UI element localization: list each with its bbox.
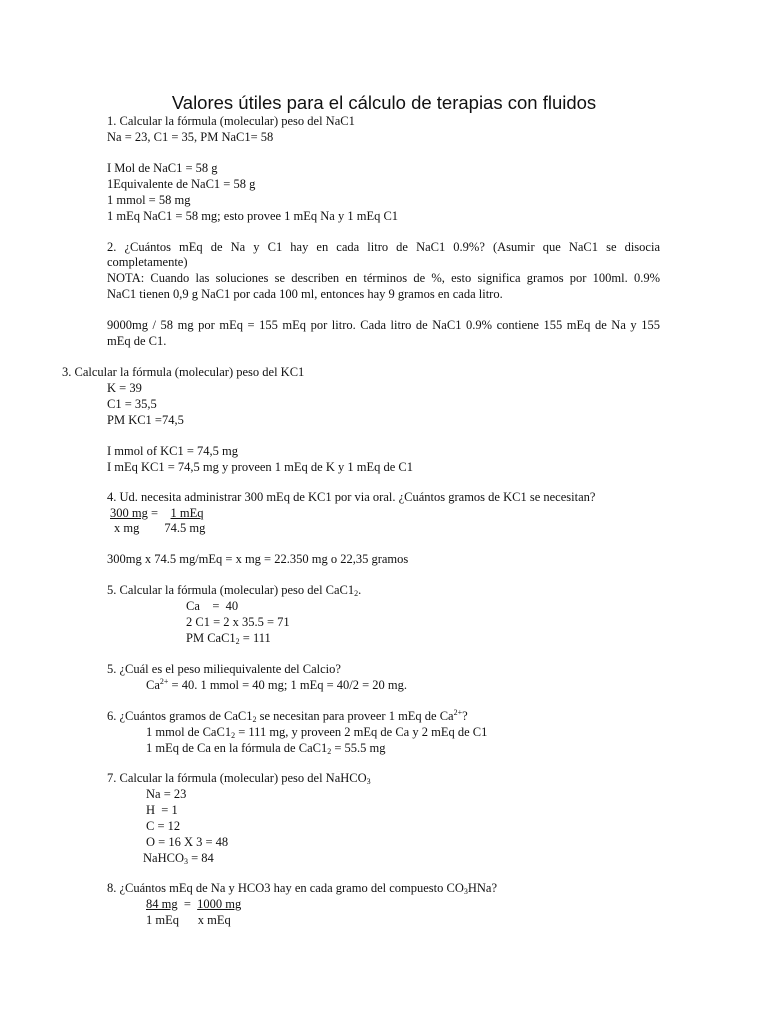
fraction-numerator: 300 mg — [110, 506, 148, 520]
section-6-line — [146, 725, 487, 740]
total-value: = 84 — [187, 851, 214, 865]
section-1-line: I Mol de NaC1 = 58 g — [107, 161, 218, 175]
section-7-value: H = 1 — [146, 803, 178, 817]
line-text: = 55.5 mg — [331, 741, 386, 755]
heading-text: 7. Calcular la fórmula (molecular) peso del NaHCO — [107, 771, 367, 785]
subscript: 2 — [231, 731, 236, 740]
section-3-value: C1 = 35,5 — [107, 397, 157, 411]
section-4-heading: 4. Ud. necesita administrar 300 mEq de KC1 por via oral. ¿Cuántos gramos de KC1 se necesitan? — [107, 490, 596, 504]
section-6-line — [146, 741, 385, 756]
section-2-question-cont: completamente) — [107, 255, 188, 269]
section-5-heading — [107, 583, 361, 598]
line-text: = 40. 1 mmol = 40 mg; 1 mEq = 40/2 = 20 mg. — [168, 678, 408, 692]
section-7-heading — [107, 771, 371, 786]
section-1-line: 1Equivalente de NaC1 = 58 g — [107, 177, 256, 191]
superscript: 2+ — [159, 677, 169, 686]
section-2-note: NOTA: Cuando las soluciones se describen en términos de %, esto significa gramos por 100ml. 0.9% — [107, 271, 660, 285]
section-7-value: C = 12 — [146, 819, 181, 833]
subscript: 2 — [235, 637, 240, 646]
subscript: 3 — [366, 777, 371, 786]
section-1-heading: 1. Calcular la fórmula (molecular) peso del NaC1 — [107, 114, 355, 128]
heading-end: ? — [462, 709, 468, 723]
section-8-fraction-top — [146, 897, 241, 912]
section-6-heading — [107, 709, 468, 724]
fraction-numerator: 84 mg — [146, 897, 178, 911]
line-text: = 111 mg, y proveen 2 mEq de Ca y 2 mEq de C1 — [235, 725, 488, 739]
heading-text: 5. Calcular la fórmula (molecular) peso del CaC1 — [107, 583, 355, 597]
section-1-line: 1 mEq NaC1 = 58 mg; esto provee 1 mEq Na y 1 mEq C1 — [107, 209, 399, 223]
heading-text: 8. ¿Cuántos mEq de Na y HCO3 hay en cada gramo del compuesto CO — [107, 881, 464, 895]
section-2-question: 2. ¿Cuántos mEq de Na y C1 hay en cada litro de NaC1 0.9%? (Asumir que NaC1 se disocia — [107, 240, 660, 254]
section-1-line: 1 mmol = 58 mg — [107, 193, 191, 207]
equals-sign: = — [177, 897, 198, 911]
section-5b-line — [146, 678, 407, 693]
section-7-value: O = 16 X 3 = 48 — [146, 835, 229, 849]
section-5-value: 2 C1 = 2 x 35.5 = 71 — [186, 615, 290, 629]
equals-sign: = — [147, 506, 171, 520]
section-4-result: 300mg x 74.5 mg/mEq = x mg = 22.350 mg o 22,35 gramos — [107, 552, 409, 566]
heading-end: . — [358, 583, 362, 597]
section-8-fraction-bottom: 1 mEq x mEq — [146, 913, 231, 927]
section-3-value: K = 39 — [107, 381, 142, 395]
compound-label: NaHCO — [143, 851, 184, 865]
section-3-line: I mmol of KC1 = 74,5 mg — [107, 444, 239, 458]
superscript: 2+ — [453, 708, 463, 717]
section-2-answer-cont: mEq de C1. — [107, 334, 167, 348]
line-text: 1 mEq de Ca en la fórmula de CaC1 — [146, 741, 328, 755]
ion-label: Ca — [146, 678, 160, 692]
section-3-line: I mEq KC1 = 74,5 mg y proveen 1 mEq de K y 1 mEq de C1 — [107, 460, 413, 474]
line-text: 1 mmol de CaC1 — [146, 725, 232, 739]
heading-end: HNa? — [467, 881, 498, 895]
section-4-fraction-top — [110, 506, 204, 521]
section-3-heading: 3. Calcular la fórmula (molecular) peso del KC1 — [62, 365, 305, 379]
pm-label: PM CaC1 — [186, 631, 236, 645]
section-5-value: Ca = 40 — [186, 599, 239, 613]
subscript: 3 — [463, 887, 468, 896]
fraction-numerator: 1 mEq — [170, 506, 204, 520]
subscript: 2 — [327, 747, 332, 756]
heading-text: 6. ¿Cuántos gramos de CaC1 — [107, 709, 253, 723]
section-7-value: Na = 23 — [146, 787, 187, 801]
page-title: Valores útiles para el cálculo de terapias con fluidos — [171, 92, 597, 113]
heading-text: se necesitan para proveer 1 mEq de Ca — [256, 709, 454, 723]
subscript: 2 — [252, 715, 257, 724]
fraction-numerator: 1000 mg — [197, 897, 242, 911]
section-3-value: PM KC1 =74,5 — [107, 413, 184, 427]
section-1-values: Na = 23, C1 = 35, PM NaC1= 58 — [107, 130, 274, 144]
section-5b-heading: 5. ¿Cuál es el peso miliequivalente del Calcio? — [107, 662, 341, 676]
section-2-note-cont: NaC1 tienen 0,9 g NaC1 por cada 100 ml, entonces hay 9 gramos en cada litro. — [107, 287, 503, 301]
section-8-heading — [107, 881, 497, 896]
subscript: 3 — [183, 857, 188, 866]
section-4-fraction-bottom: x mg 74.5 mg — [114, 521, 206, 535]
pm-value: = 111 — [239, 631, 271, 645]
section-7-total — [143, 851, 214, 866]
section-2-answer: 9000mg / 58 mg por mEq = 155 mEq por litro. Cada litro de NaC1 0.9% contiene 155 mEq de Na y 155 — [107, 318, 660, 332]
section-5-value — [186, 631, 271, 646]
subscript: 2 — [354, 589, 359, 598]
